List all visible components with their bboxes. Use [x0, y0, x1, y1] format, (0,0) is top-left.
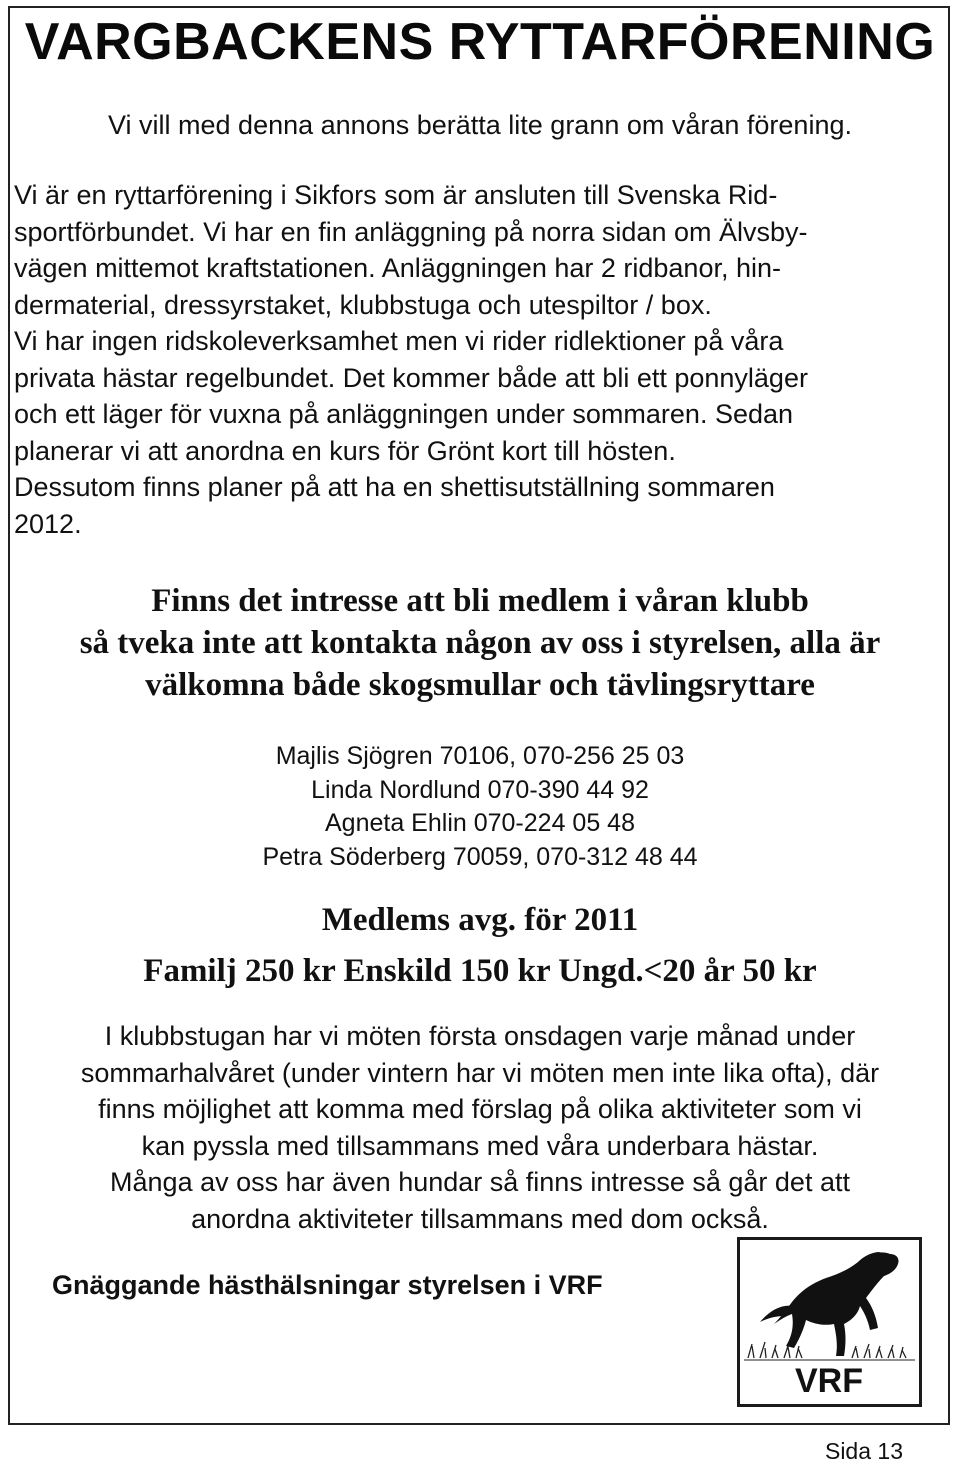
meetings-line: kan pyssla med tillsammans med våra underbara hästar. — [141, 1130, 819, 1161]
contact-item: Majlis Sjögren 70106, 070-256 25 03 — [275, 742, 685, 770]
membership-fees — [0, 895, 960, 997]
paragraph-line: 2012. — [14, 508, 82, 539]
contact-list — [0, 740, 960, 874]
fees-heading: Medlems avg. för 2011 — [321, 902, 639, 938]
club-logo — [737, 1237, 922, 1407]
contact-item: Linda Nordlund 070-390 44 92 — [311, 775, 649, 804]
intro-text: Vi vill med denna annons berätta lite grann om våran förening. — [108, 110, 852, 140]
paragraph-line: Vi har ingen ridskoleverksamhet men vi rider ridlektioner på våra — [14, 326, 784, 356]
meetings-line: finns möjlighet att komma med förslag på olika aktiviteter som vi — [98, 1094, 862, 1124]
paragraph-line: Dessutom finns planer på att ha en shettisutställning sommaren — [14, 472, 775, 502]
page-title: VARGBACKENS RYTTARFÖRENING — [24, 13, 936, 71]
description-paragraph — [14, 177, 944, 542]
paragraph-line: sportförbundet. Vi har en fin anläggning på norra sidan om Älvsby- — [14, 216, 808, 247]
page-number: Sida 13 — [824, 1438, 903, 1464]
closing-greeting: Gnäggande hästhälsningar styrelsen i VRF — [52, 1270, 603, 1300]
contact-item: Agneta Ehlin 070-224 05 48 — [325, 809, 635, 837]
paragraph-line: Vi är en ryttarförening i Sikfors som är ansluten till Svenska Rid- — [14, 180, 778, 210]
meetings-line: anordna aktiviteter tillsammans med dom också. — [191, 1203, 769, 1234]
grass-decoration — [744, 1342, 915, 1360]
meetings-line: Många av oss har även hundar så finns intresse så går det att — [110, 1167, 850, 1197]
horse-silhouette — [774, 1252, 899, 1356]
paragraph-line: dermaterial, dressyrstaket, klubbstuga och utespiltor / box. — [14, 289, 712, 320]
contact-item: Petra Söderberg 70059, 070-312 48 44 — [262, 842, 698, 871]
membership-invitation — [0, 580, 960, 706]
invitation-line: välkomna både skogsmullar och tävlingsryttare — [145, 667, 815, 703]
invitation-line: så tveka inte att kontakta någon av oss i styrelsen, alla är — [79, 625, 881, 661]
meetings-paragraph — [0, 1018, 960, 1237]
fees-details: Familj 250 kr Enskild 150 kr Ungd.<20 år 50 kr — [143, 953, 817, 989]
paragraph-line: planerar vi att anordna en kurs för Grönt kort till hösten. — [14, 435, 676, 466]
meetings-line: sommarhalvåret (under vintern har vi möten men inte lika ofta), där — [80, 1057, 880, 1088]
horse-icon — [740, 1240, 919, 1404]
paragraph-line: och ett läger för vuxna på anläggningen under sommaren. Sedan — [14, 399, 794, 429]
paragraph-line: privata hästar regelbundet. Det kommer både att bli ett ponnyläger — [14, 362, 808, 393]
meetings-line: I klubbstugan har vi möten första onsdagen varje månad under — [104, 1021, 856, 1051]
logo-text: VRF — [795, 1362, 863, 1400]
invitation-line: Finns det intresse att bli medlem i våran klubb — [151, 583, 809, 619]
paragraph-line: vägen mittemot kraftstationen. Anläggningen har 2 ridbanor, hin- — [14, 253, 781, 283]
